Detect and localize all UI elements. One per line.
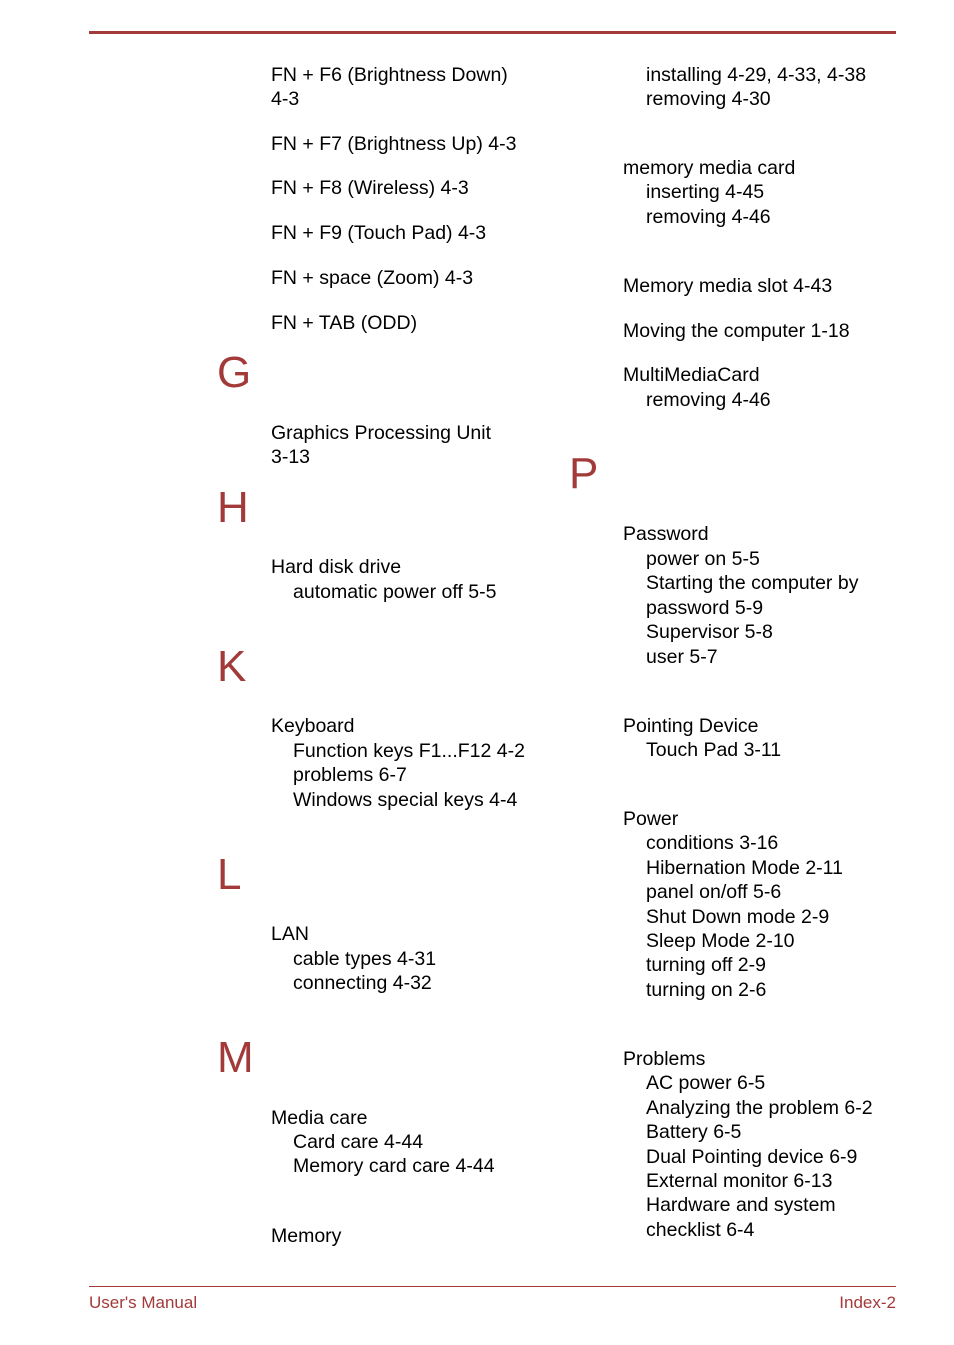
index-entry: Power	[623, 808, 679, 830]
index-subentry: Dual Pointing device 6-9	[646, 1146, 858, 1168]
index-entry: Media care	[271, 1107, 368, 1129]
index-entry: MultiMediaCard	[623, 364, 760, 386]
index-subentry: turning off 2-9	[646, 954, 766, 976]
index-entry: Memory media slot 4-43	[623, 275, 833, 297]
index-subentry: password 5-9	[646, 597, 764, 619]
index-subentry: Supervisor 5-8	[646, 621, 773, 643]
index-subentry: Battery 6-5	[646, 1121, 742, 1143]
index-subentry: inserting 4-45	[646, 181, 765, 203]
index-entry: LAN	[271, 923, 309, 945]
index-entry: FN + TAB (ODD)	[271, 312, 418, 334]
index-entry: FN + F8 (Wireless) 4-3	[271, 177, 469, 199]
index-subentry: panel on/off 5-6	[646, 881, 782, 903]
index-subentry: AC power 6-5	[646, 1072, 766, 1094]
index-entry: FN + F9 (Touch Pad) 4-3	[271, 222, 487, 244]
section-letter-m: M	[217, 1033, 254, 1082]
index-entry: memory media card	[623, 157, 796, 179]
index-entry: Moving the computer 1-18	[623, 320, 850, 342]
index-entry: FN + space (Zoom) 4-3	[271, 267, 474, 289]
section-letter-g: G	[217, 348, 252, 397]
index-subentry: Memory card care 4-44	[293, 1155, 495, 1177]
index-subentry: automatic power off 5-5	[293, 581, 497, 603]
index-subentry: installing 4-29, 4-33, 4-38	[646, 64, 867, 86]
index-entry: 3-13	[271, 446, 311, 468]
footer-manual-title: User's Manual	[89, 1293, 198, 1312]
index-entry: Pointing Device	[623, 715, 759, 737]
index-subentry: removing 4-46	[646, 389, 771, 411]
index-subentry: Windows special keys 4-4	[293, 789, 518, 811]
index-subentry: Hibernation Mode 2-11	[646, 857, 843, 879]
index-entry: Password	[623, 523, 709, 545]
index-entry: Hard disk drive	[271, 556, 402, 578]
index-subentry: Touch Pad 3-11	[646, 739, 782, 761]
index-subentry: Analyzing the problem 6-2	[646, 1097, 873, 1119]
index-entry: Memory	[271, 1225, 342, 1247]
index-entry: Problems	[623, 1048, 706, 1070]
index-entry: 4-3	[271, 88, 300, 110]
section-letter-k: K	[217, 642, 247, 691]
index-entry: Graphics Processing Unit	[271, 422, 492, 444]
index-subentry: External monitor 6-13	[646, 1170, 833, 1192]
index-subentry: problems 6-7	[293, 764, 407, 786]
index-subentry: Card care 4-44	[293, 1131, 424, 1153]
index-subentry: connecting 4-32	[293, 972, 432, 994]
index-entry: FN + F6 (Brightness Down)	[271, 64, 508, 86]
section-letter-p: P	[569, 449, 599, 498]
index-entry: Keyboard	[271, 715, 355, 737]
section-letter-l: L	[217, 850, 242, 899]
index-subentry: turning on 2-6	[646, 979, 767, 1001]
section-letter-h: H	[217, 483, 249, 532]
index-subentry: Starting the computer by	[646, 572, 859, 594]
index-subentry: Shut Down mode 2-9	[646, 906, 830, 928]
index-subentry: checklist 6-4	[646, 1219, 755, 1241]
header-rule	[89, 31, 896, 34]
index-subentry: conditions 3-16	[646, 832, 779, 854]
footer-rule	[89, 1286, 896, 1287]
index-entry: FN + F7 (Brightness Up) 4-3	[271, 133, 517, 155]
index-subentry: removing 4-46	[646, 206, 771, 228]
index-subentry: cable types 4-31	[293, 948, 437, 970]
index-subentry: removing 4-30	[646, 88, 771, 110]
index-subentry: power on 5-5	[646, 548, 760, 570]
index-subentry: Hardware and system	[646, 1194, 836, 1216]
index-subentry: Sleep Mode 2-10	[646, 930, 795, 952]
index-subentry: user 5-7	[646, 646, 718, 668]
footer-page-number: Index-2	[839, 1293, 896, 1312]
index-subentry: Function keys F1...F12 4-2	[293, 740, 525, 762]
